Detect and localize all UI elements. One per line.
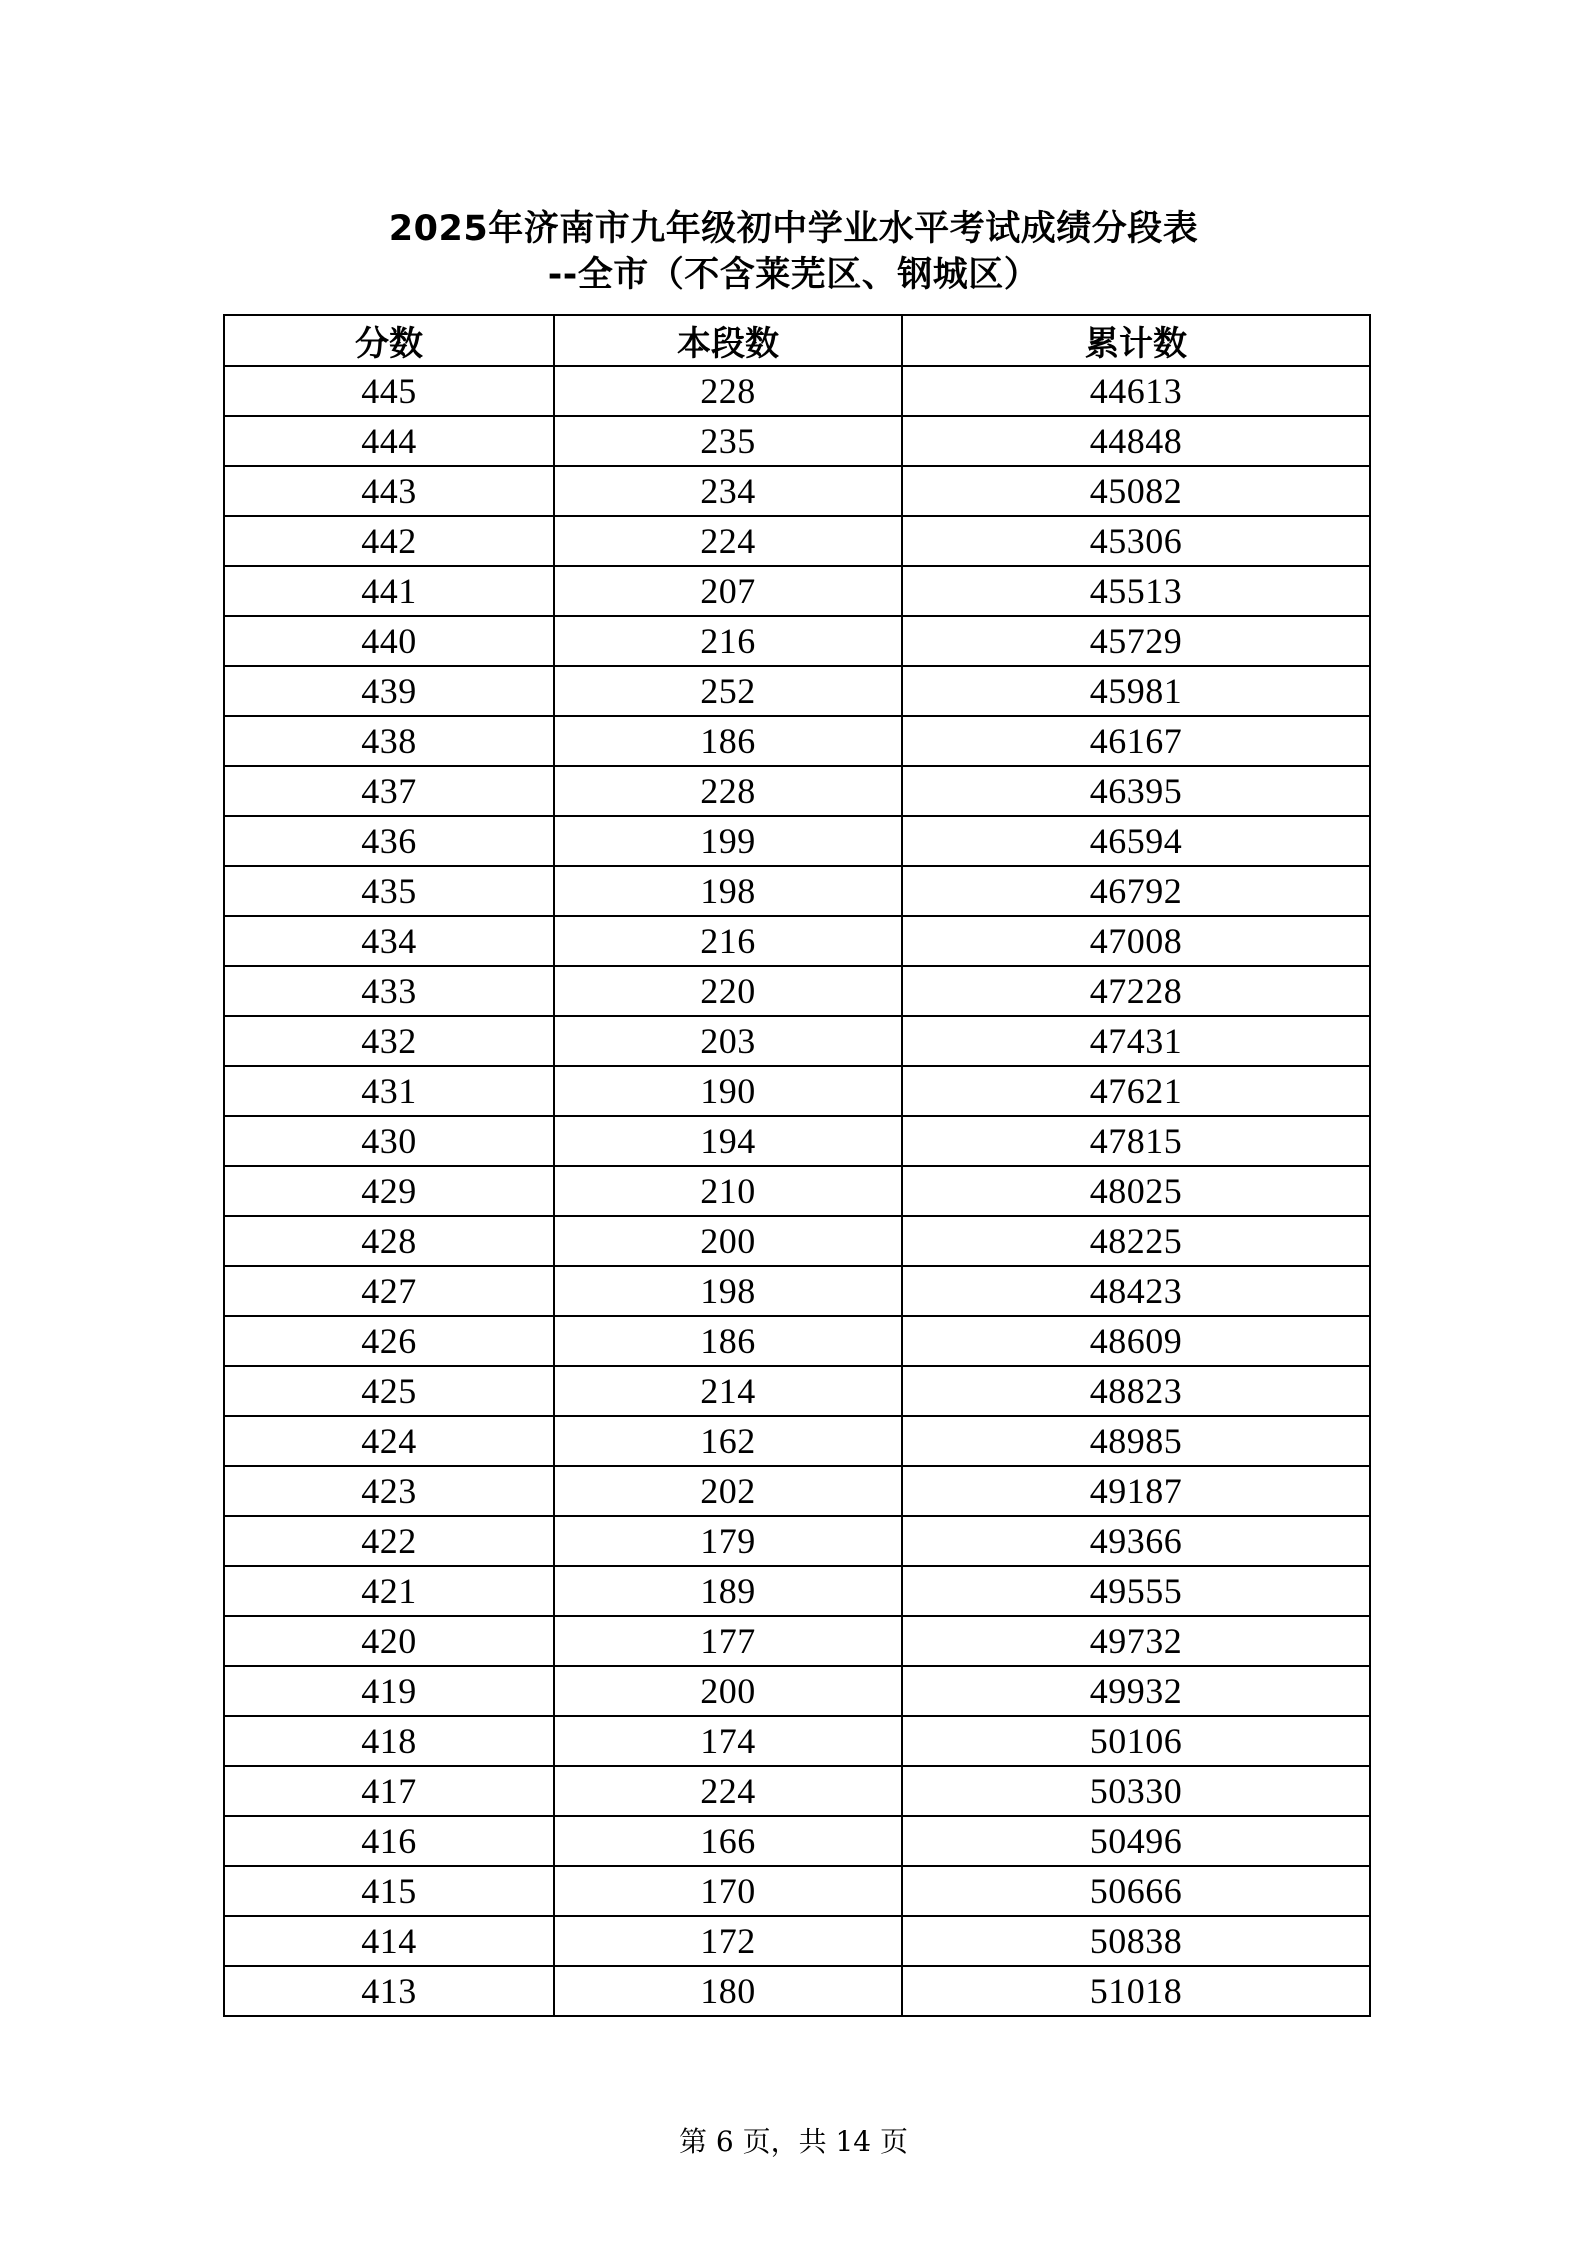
cell-segment-count: 220 [554,966,902,1016]
table-row [224,1316,1370,1366]
cell-score: 428 [224,1216,554,1266]
cell-segment-count: 198 [554,1266,902,1316]
cell-cumulative-count: 47431 [902,1016,1370,1066]
table-header-row [224,315,1370,366]
cell-cumulative-count: 50496 [902,1816,1370,1866]
cell-cumulative-count: 48423 [902,1266,1370,1316]
cell-score: 441 [224,566,554,616]
cell-segment-count: 202 [554,1466,902,1516]
cell-score: 427 [224,1266,554,1316]
cell-cumulative-count: 49555 [902,1566,1370,1616]
cell-cumulative-count: 48025 [902,1166,1370,1216]
table-body [224,366,1370,2016]
table-row [224,816,1370,866]
cell-cumulative-count: 45082 [902,466,1370,516]
cell-cumulative-count: 47621 [902,1066,1370,1116]
page-subtitle: --全市（不含莱芜区、钢城区） [547,255,1040,295]
cell-cumulative-count: 45729 [902,616,1370,666]
page-number: 第 6 页，共 14 页 [678,2125,909,2158]
cell-cumulative-count: 48609 [902,1316,1370,1366]
table-row [224,866,1370,916]
cell-score: 417 [224,1766,554,1816]
cell-segment-count: 179 [554,1516,902,1566]
table-row [224,1816,1370,1866]
cell-segment-count: 170 [554,1866,902,1916]
cell-cumulative-count: 47815 [902,1116,1370,1166]
cell-segment-count: 200 [554,1216,902,1266]
cell-segment-count: 198 [554,866,902,916]
cell-cumulative-count: 46167 [902,716,1370,766]
cell-score: 431 [224,1066,554,1116]
cell-score: 413 [224,1966,554,2016]
table-row [224,1066,1370,1116]
cell-segment-count: 216 [554,616,902,666]
cell-segment-count: 200 [554,1666,902,1716]
table-row [224,1116,1370,1166]
table-row [224,1266,1370,1316]
cell-cumulative-count: 46594 [902,816,1370,866]
cell-cumulative-count: 44613 [902,366,1370,416]
table-row [224,1216,1370,1266]
table-row [224,1566,1370,1616]
cell-cumulative-count: 49732 [902,1616,1370,1666]
table-row [224,1016,1370,1066]
cell-cumulative-count: 48985 [902,1416,1370,1466]
cell-segment-count: 224 [554,516,902,566]
cell-segment-count: 235 [554,416,902,466]
header-cumulative-count: 累计数 [902,315,1370,366]
cell-segment-count: 228 [554,766,902,816]
cell-score: 422 [224,1516,554,1566]
cell-cumulative-count: 46792 [902,866,1370,916]
header-score: 分数 [224,315,554,366]
cell-cumulative-count: 49187 [902,1466,1370,1516]
cell-cumulative-count: 46395 [902,766,1370,816]
cell-score: 415 [224,1866,554,1916]
cell-segment-count: 180 [554,1966,902,2016]
cell-cumulative-count: 50838 [902,1916,1370,1966]
cell-cumulative-count: 45981 [902,666,1370,716]
cell-score: 420 [224,1616,554,1666]
cell-segment-count: 189 [554,1566,902,1616]
cell-cumulative-count: 44848 [902,416,1370,466]
cell-score: 433 [224,966,554,1016]
cell-score: 444 [224,416,554,466]
cell-segment-count: 166 [554,1816,902,1866]
cell-score: 430 [224,1116,554,1166]
page-title: 2025年济南市九年级初中学业水平考试成绩分段表 [388,209,1199,249]
table-row [224,566,1370,616]
table-row [224,1916,1370,1966]
cell-score: 423 [224,1466,554,1516]
table-row [224,1516,1370,1566]
cell-score: 429 [224,1166,554,1216]
table-row [224,1766,1370,1816]
cell-cumulative-count: 48225 [902,1216,1370,1266]
cell-score: 435 [224,866,554,916]
cell-cumulative-count: 51018 [902,1966,1370,2016]
cell-segment-count: 172 [554,1916,902,1966]
cell-segment-count: 207 [554,566,902,616]
table-row [224,366,1370,416]
table-row [224,716,1370,766]
cell-score: 442 [224,516,554,566]
score-distribution-table [223,314,1371,2017]
table-row [224,466,1370,516]
cell-cumulative-count: 50330 [902,1766,1370,1816]
cell-segment-count: 186 [554,716,902,766]
table-row [224,1716,1370,1766]
cell-score: 436 [224,816,554,866]
table-row [224,616,1370,666]
cell-score: 434 [224,916,554,966]
cell-score: 418 [224,1716,554,1766]
cell-score: 440 [224,616,554,666]
cell-segment-count: 199 [554,816,902,866]
cell-segment-count: 252 [554,666,902,716]
cell-segment-count: 224 [554,1766,902,1816]
cell-segment-count: 234 [554,466,902,516]
cell-cumulative-count: 50106 [902,1716,1370,1766]
cell-segment-count: 194 [554,1116,902,1166]
table-row [224,966,1370,1016]
cell-segment-count: 174 [554,1716,902,1766]
cell-score: 421 [224,1566,554,1616]
cell-score: 437 [224,766,554,816]
table-row [224,916,1370,966]
table-row [224,1366,1370,1416]
table-row [224,1866,1370,1916]
cell-cumulative-count: 50666 [902,1866,1370,1916]
table-row [224,1166,1370,1216]
cell-segment-count: 190 [554,1066,902,1116]
cell-segment-count: 214 [554,1366,902,1416]
cell-score: 432 [224,1016,554,1066]
table-row [224,666,1370,716]
cell-score: 414 [224,1916,554,1966]
cell-cumulative-count: 47008 [902,916,1370,966]
cell-score: 445 [224,366,554,416]
cell-score: 443 [224,466,554,516]
cell-segment-count: 216 [554,916,902,966]
cell-score: 438 [224,716,554,766]
cell-score: 425 [224,1366,554,1416]
table-row [224,516,1370,566]
cell-segment-count: 210 [554,1166,902,1216]
cell-segment-count: 162 [554,1416,902,1466]
cell-cumulative-count: 48823 [902,1366,1370,1416]
cell-cumulative-count: 49366 [902,1516,1370,1566]
table-row [224,1416,1370,1466]
cell-cumulative-count: 47228 [902,966,1370,1016]
cell-score: 416 [224,1816,554,1866]
table-row [224,766,1370,816]
cell-score: 439 [224,666,554,716]
cell-segment-count: 228 [554,366,902,416]
cell-cumulative-count: 49932 [902,1666,1370,1716]
cell-score: 424 [224,1416,554,1466]
header-segment-count: 本段数 [554,315,902,366]
cell-score: 419 [224,1666,554,1716]
table-row [224,1966,1370,2016]
cell-segment-count: 177 [554,1616,902,1666]
cell-score: 426 [224,1316,554,1366]
cell-cumulative-count: 45513 [902,566,1370,616]
table-row [224,1616,1370,1666]
table-row [224,416,1370,466]
table-row [224,1666,1370,1716]
cell-segment-count: 203 [554,1016,902,1066]
cell-segment-count: 186 [554,1316,902,1366]
cell-cumulative-count: 45306 [902,516,1370,566]
table-row [224,1466,1370,1516]
